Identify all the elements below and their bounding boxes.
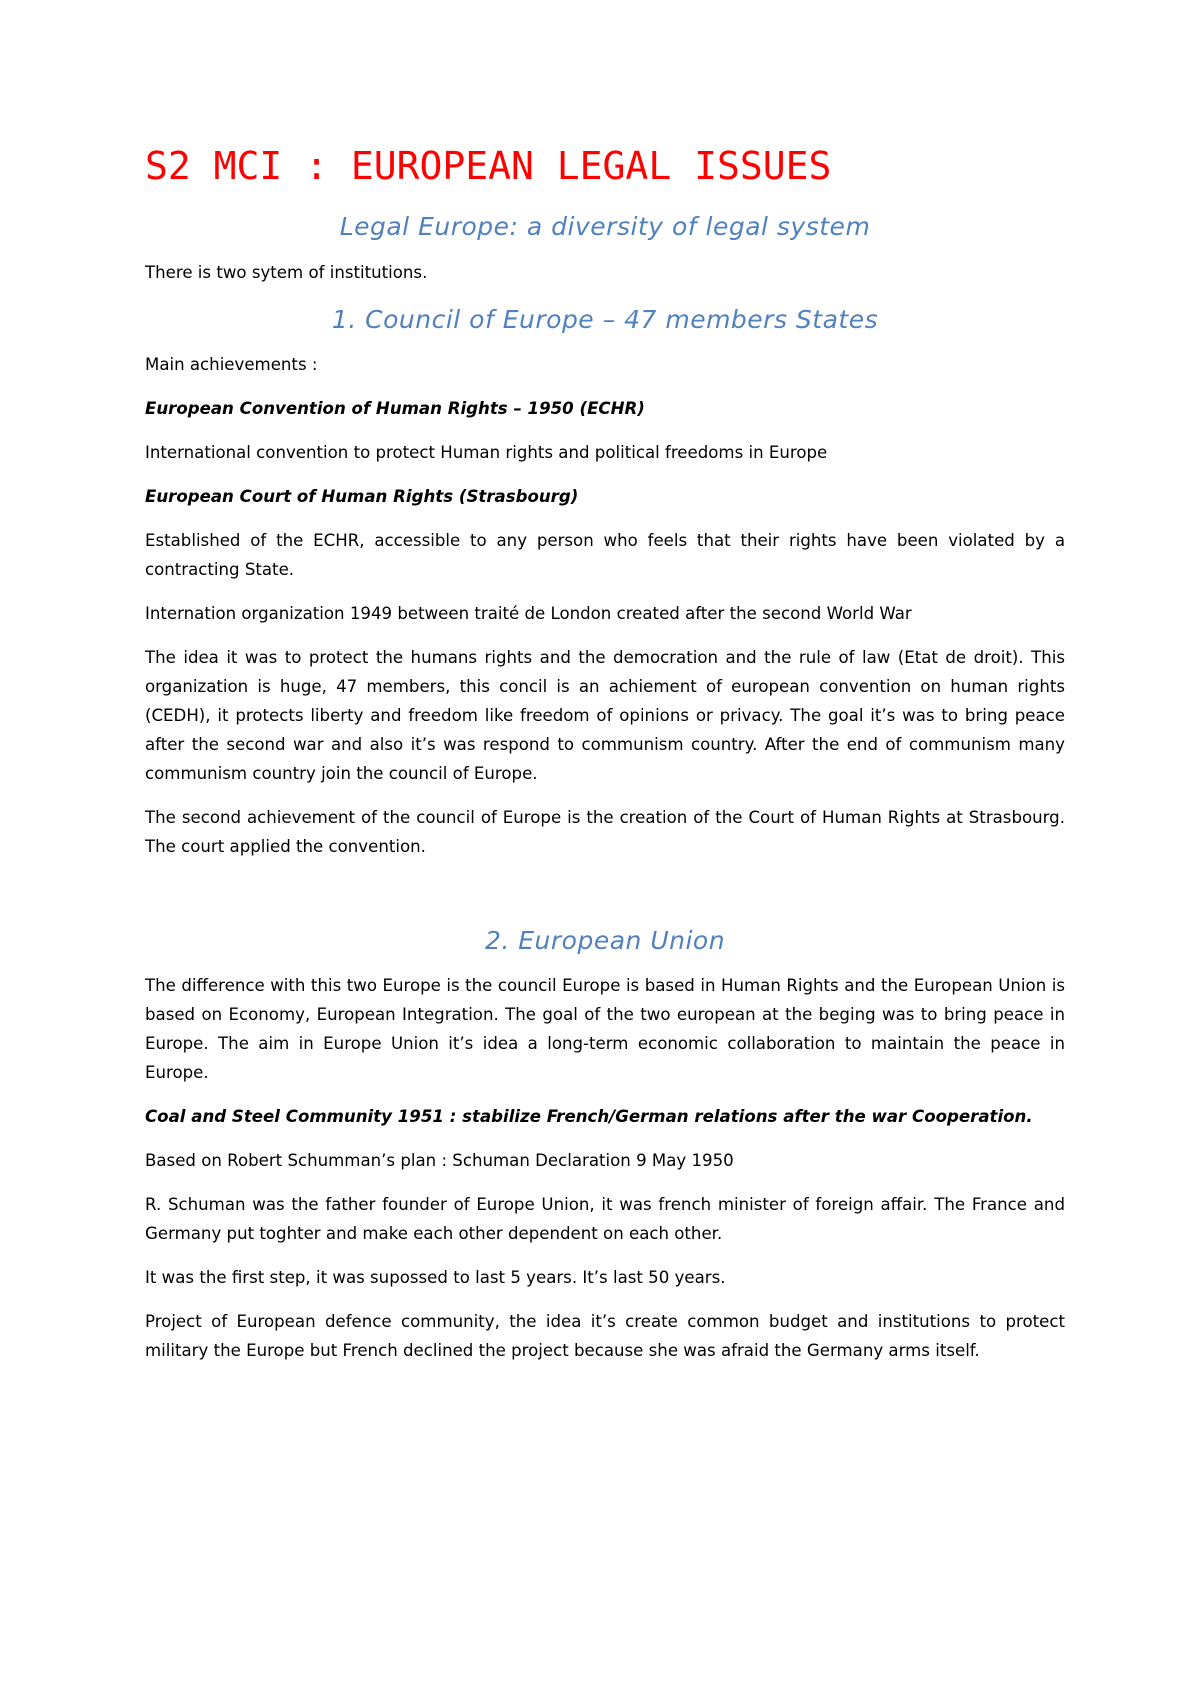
court-title: European Court of Human Rights (Strasbourg) <box>145 487 579 506</box>
convention-text: International convention to protect Human rights and political freedoms in Europe <box>145 443 828 462</box>
section-2-heading: 2. European Union <box>484 926 726 955</box>
coal-steel-title: Coal and Steel Community 1951 : stabilize French/German relations after the war Cooperation. <box>145 1107 1033 1126</box>
court-text: Established of the ECHR, accessible to any person who feels that their rights have been violated by a contracting State. <box>145 531 1065 579</box>
difference-paragraph: The difference with this two Europe is the council Europe is based in Human Rights and the European Union is based on Economy, European Integration. The goal of the two european at the beging was to bring peace in Europe. The aim in Europe Union it’s idea a long-term economic collaboration to maintain the peace in Europe. <box>145 976 1065 1082</box>
achievements-label: Main achievements : <box>145 355 318 374</box>
document-body <box>145 140 1065 1380</box>
second-achievement-paragraph: The second achievement of the council of Europe is the creation of the Court of Human Rights at Strasbourg. The court applied the convention. <box>145 808 1065 856</box>
intro-paragraph: There is two sytem of institutions. <box>145 263 428 282</box>
document-title: S2 MCI : EUROPEAN LEGAL ISSUES <box>145 144 832 188</box>
section-1-heading: 1. Council of Europe – 47 members States <box>331 305 879 334</box>
defence-paragraph: Project of European defence community, the idea it’s create common budget and institutions to protect military the Europe but French declined the project because she was afraid the Germany arms itself. <box>145 1312 1065 1360</box>
schuman-paragraph: R. Schuman was the father founder of Europe Union, it was french minister of foreign affair. The France and Germany put toghter and make each other dependent on each other. <box>145 1195 1065 1243</box>
document-subtitle: Legal Europe: a diversity of legal system <box>339 212 871 241</box>
organization-text: Internation organization 1949 between traité de London created after the second World War <box>145 604 912 623</box>
convention-title: European Convention of Human Rights – 1950 (ECHR) <box>145 399 645 418</box>
first-step-text: It was the first step, it was supossed to last 5 years. It’s last 50 years. <box>145 1268 726 1287</box>
schuman-plan-text: Based on Robert Schumman’s plan : Schuman Declaration 9 May 1950 <box>145 1151 734 1170</box>
idea-paragraph: The idea it was to protect the humans rights and the democration and the rule of law (Etat de droit). This organization is huge, 47 members, this concil is an achiement of european convention on human rights (CEDH), it protects liberty and freedom like freedom of opinions or privacy. The goal it’s was to bring peace after the second war and also it’s was respond to communism country. After the end of communism many communism country join the council of Europe. <box>145 648 1065 783</box>
